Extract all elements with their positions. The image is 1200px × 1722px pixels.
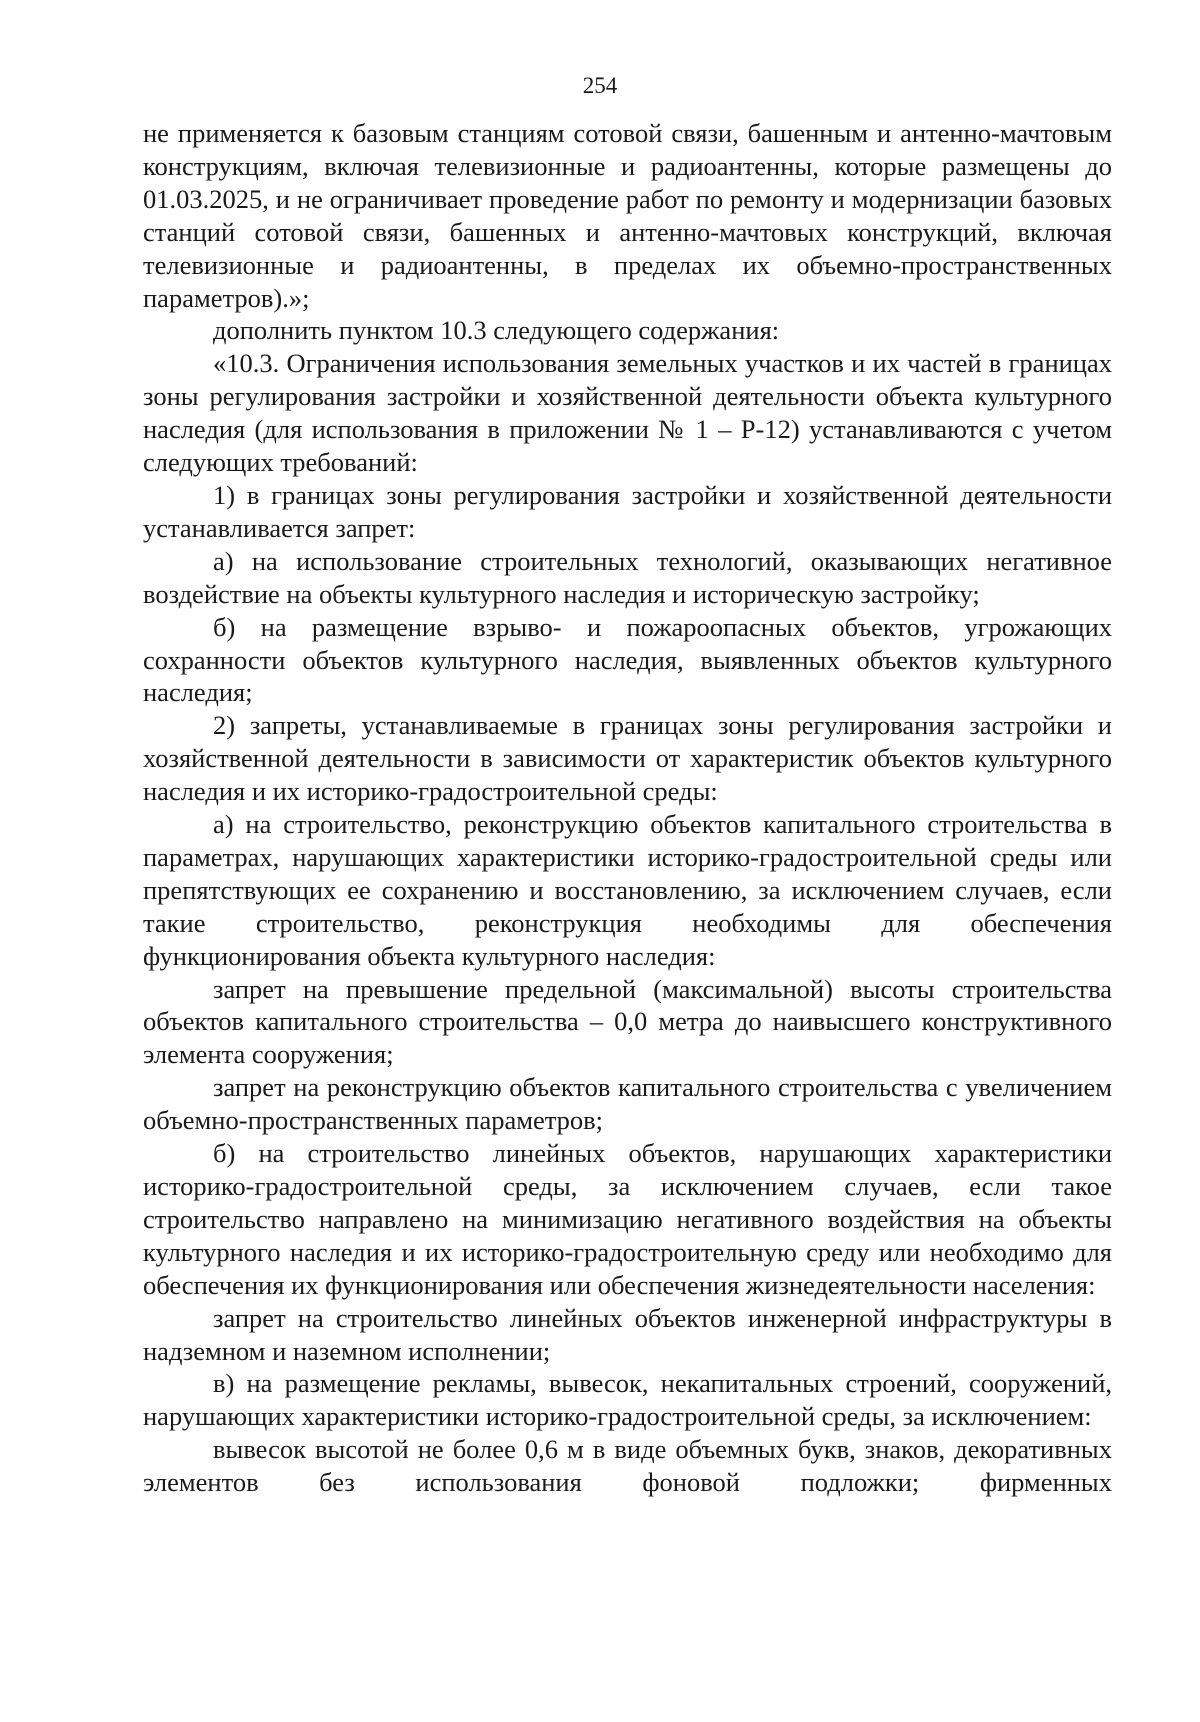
document-body — [143, 117, 1112, 1499]
paragraph: а) на строительство, реконструкцию объектов капитального строительства в параметрах, нарушающих характеристики историко-градостроительной среды или препятствующих ее сохранению и восстановлению, за исключением случаев, если такие строительство, реконструкция необходимы для обеспечения функционирования объекта культурного наследия: — [143, 809, 1112, 971]
paragraph: б) на строительство линейных объектов, нарушающих характеристики историко-градостроительной среды, за исключением случаев, если такое строительство направлено на минимизацию негативного воздействия на объекты культурного наследия и их историко-градостроительную среду или необходимо для обеспечения их функционирования или обеспечения жизнедеятельности населения: — [143, 1138, 1112, 1300]
paragraph: а) на использование строительных технологий, оказывающих негативное воздействие на объекты культурного наследия и историческую застройку; — [143, 545, 1112, 609]
paragraph: дополнить пунктом 10.3 следующего содержания: — [213, 315, 780, 346]
paragraph: «10.3. Ограничения использования земельных участков и их частей в границах зоны регулирования застройки и хозяйственной деятельности объекта культурного наследия (для использования в приложении № 1 – Р-12) устанавливаются с учетом следующих требований: — [143, 348, 1112, 478]
paragraph: 1) в границах зоны регулирования застройки и хозяйственной деятельности устанавливается запрет: — [143, 479, 1112, 543]
paragraph: не применяется к базовым станциям сотовой связи, башенным и антенно-мачтовым конструкциям, включая телевизионные и радиоантенны, которые размещены до 01.03.2025, и не ограничивает проведение работ по ремонту и модернизации базовых станций сотовой связи, башенных и антенно-мачтовых конструкций, включая телевизионные и радиоантенны, в пределах их объемно-пространственных параметров).»; — [143, 118, 1112, 313]
paragraph: запрет на реконструкцию объектов капитального строительства с увеличением объемно-пространственных параметров; — [143, 1072, 1112, 1136]
paragraph: 2) запреты, устанавливаемые в границах зоны регулирования застройки и хозяйственной деятельности в зависимости от характеристик объектов культурного наследия и их историко-градостроительной среды: — [143, 710, 1112, 807]
paragraph: запрет на превышение предельной (максимальной) высоты строительства объектов капитального строительства – 0,0 метра до наивысшего конструктивного элемента сооружения; — [143, 973, 1112, 1070]
paragraph: в) на размещение рекламы, вывесок, некапитальных строений, сооружений, нарушающих характеристики историко-градостроительной среды, за исключением: — [143, 1368, 1112, 1432]
paragraph: вывесок высотой не более 0,6 м в виде объемных букв, знаков, декоративных элементов без использования фоновой подложки; фирменных — [143, 1434, 1112, 1498]
paragraph: запрет на строительство линейных объектов инженерной инфраструктуры в надземном и наземном исполнении; — [143, 1302, 1112, 1366]
paragraph: б) на размещение взрыво- и пожароопасных объектов, угрожающих сохранности объектов культурного наследия, выявленных объектов культурного наследия; — [143, 611, 1112, 708]
page-number: 254 — [582, 73, 618, 98]
